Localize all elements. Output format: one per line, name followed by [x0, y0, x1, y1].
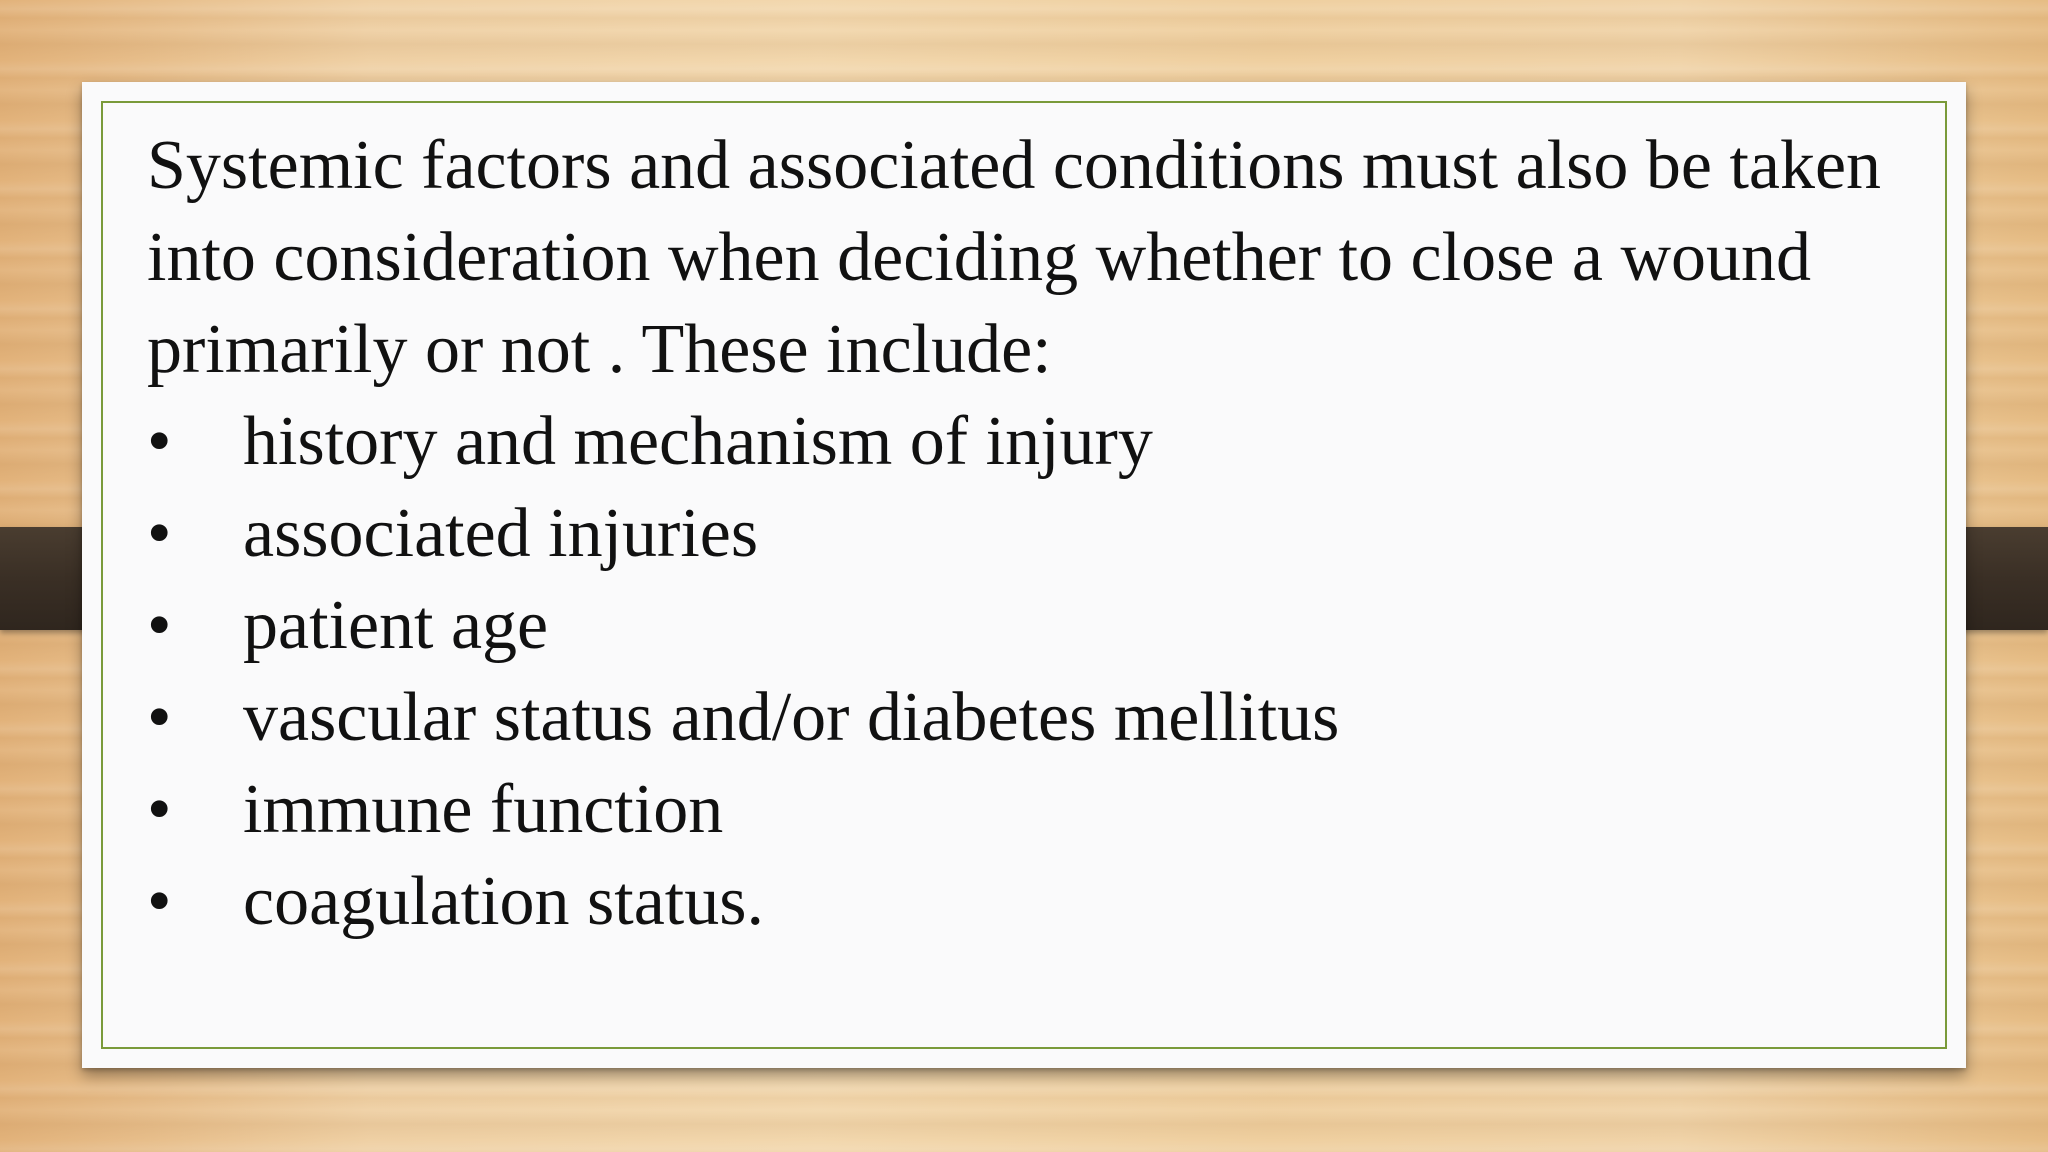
intro-paragraph: Systemic factors and associated conditions must also be taken into consideration when deciding whether to close a wound primarily or not . These include:	[147, 127, 1882, 388]
list-item	[147, 488, 1887, 580]
bullet-marker: •	[147, 587, 172, 664]
slide-content	[147, 120, 1887, 948]
bullet-marker: •	[147, 863, 172, 940]
list-item-text: vascular status and/or diabetes mellitus	[243, 679, 1340, 756]
list-item	[147, 580, 1887, 672]
bullet-marker: •	[147, 679, 172, 756]
list-item-text: patient age	[243, 587, 549, 664]
list-item	[147, 396, 1887, 488]
list-item-text: coagulation status.	[243, 863, 765, 940]
slide-card	[82, 82, 1966, 1068]
list-item-text: associated injuries	[243, 495, 759, 572]
list-item	[147, 764, 1887, 856]
bullet-marker: •	[147, 495, 172, 572]
bullet-list	[147, 396, 1887, 948]
list-item-text: history and mechanism of injury	[243, 403, 1153, 480]
bullet-marker: •	[147, 771, 172, 848]
bullet-marker: •	[147, 403, 172, 480]
list-item	[147, 856, 1887, 948]
list-item-text: immune function	[243, 771, 724, 848]
list-item	[147, 672, 1887, 764]
